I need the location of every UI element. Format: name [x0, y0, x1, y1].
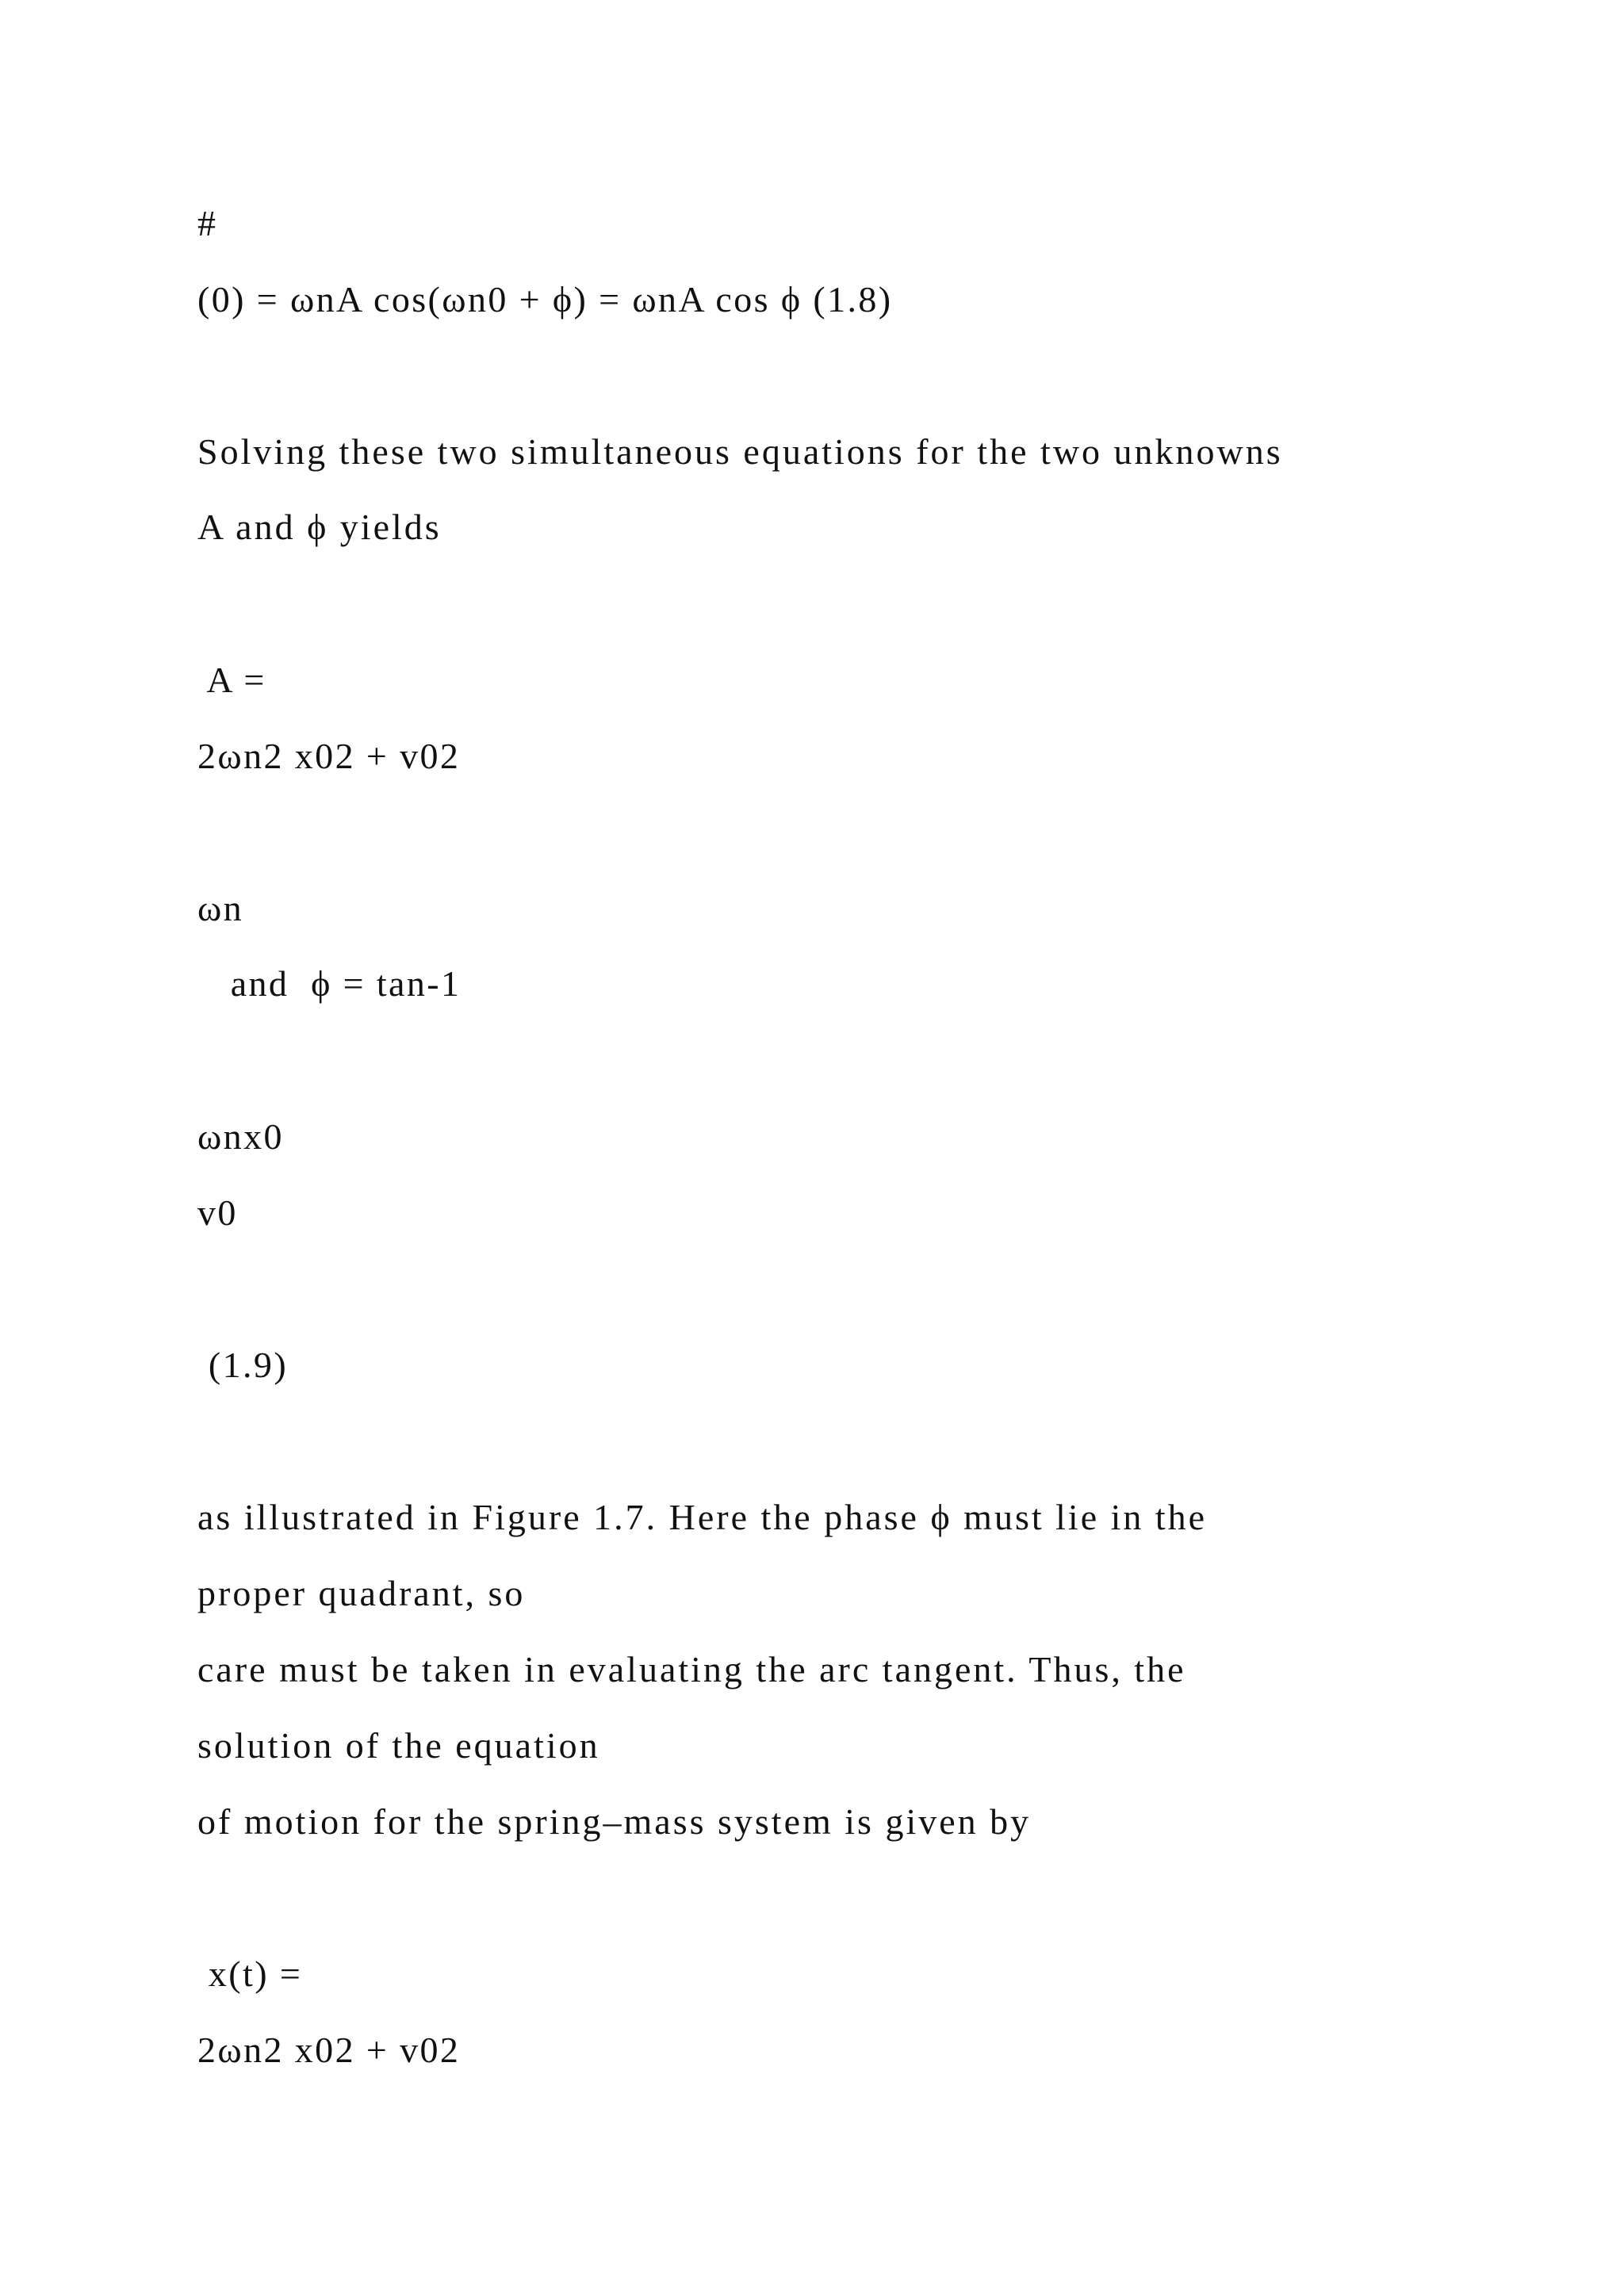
paragraph-line: care must be taken in evaluating the arc tangent. Thus, the — [197, 1649, 1186, 1689]
equation-line: 2ωn2 x02 + v02 — [197, 736, 461, 776]
paragraph-line: A and ϕ yields — [197, 507, 442, 547]
equation-line: x(t) = — [197, 1954, 303, 1994]
equation-line: ωnx0 — [197, 1116, 284, 1157]
equation-1-8: (0) = ωnA cos(ωn0 + ϕ) = ωnA cos ϕ (1.8) — [197, 279, 893, 320]
equation-line: and ϕ = tan-1 — [197, 963, 462, 1004]
equation-line: ωn — [197, 888, 244, 928]
paragraph-line: as illustrated in Figure 1.7. Here the phase ϕ must lie in the — [197, 1497, 1208, 1537]
paragraph-line: proper quadrant, so — [197, 1573, 526, 1613]
equation-line: A = — [197, 660, 266, 700]
hash-line: # — [197, 203, 218, 243]
paragraph-line: Solving these two simultaneous equations for the two unknowns — [197, 431, 1283, 472]
equation-line: v0 — [197, 1192, 238, 1233]
equation-line: 2ωn2 x02 + v02 — [197, 2030, 461, 2070]
equation-number: (1.9) — [197, 1345, 289, 1385]
paragraph-line: solution of the equation — [197, 1725, 600, 1766]
paragraph-line: of motion for the spring–mass system is given by — [197, 1801, 1032, 1842]
